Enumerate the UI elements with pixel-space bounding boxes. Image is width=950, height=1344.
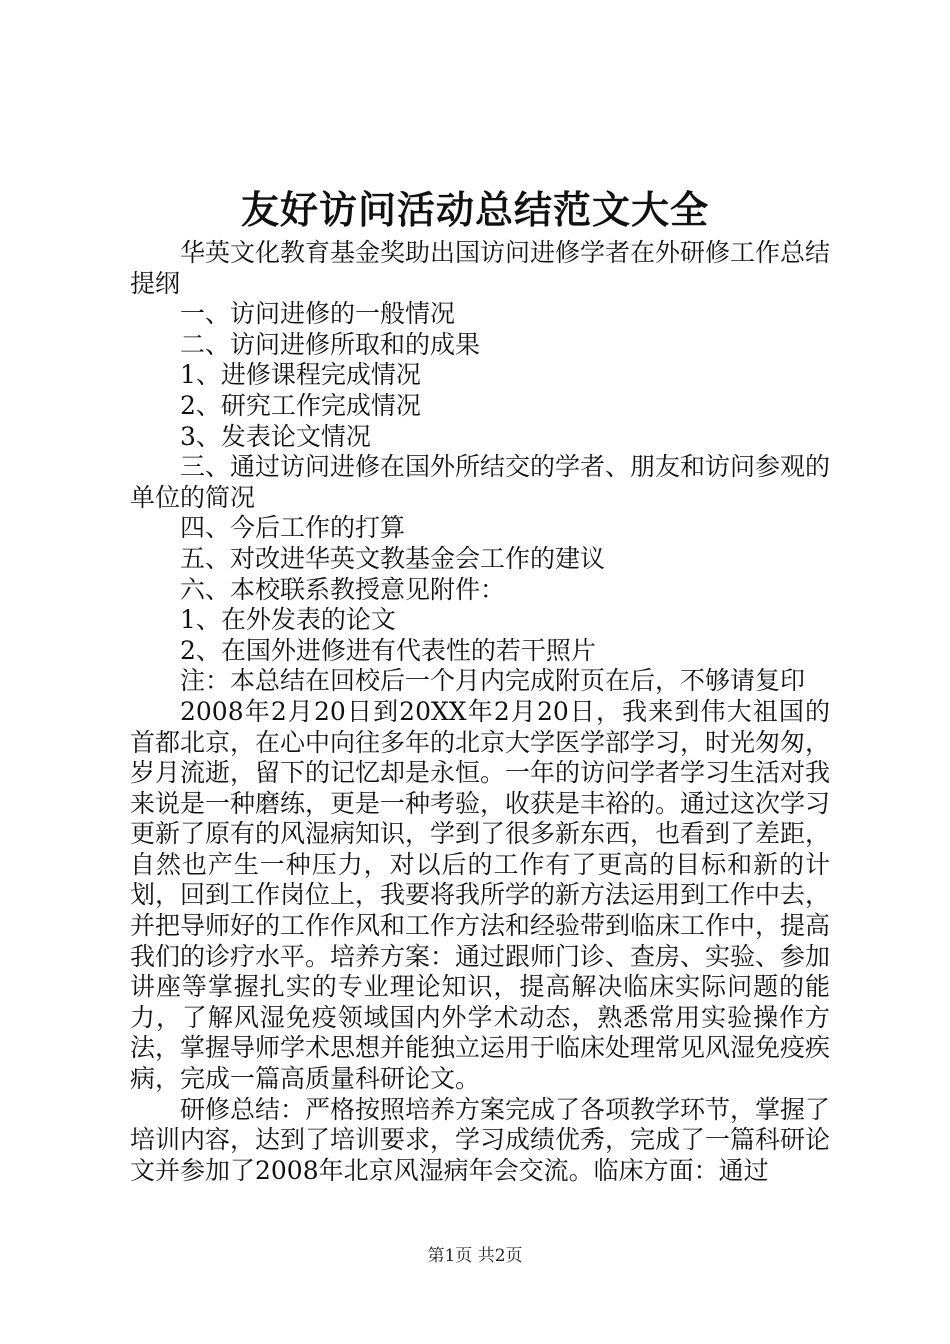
paragraph: 华英文化教育基金奖助出国访问进修学者在外研修工作总结提纲 [130, 238, 831, 298]
paragraph: 三、通过访问进修在国外所结交的学者、朋友和访问参观的单位的简况 [130, 452, 831, 512]
paragraph: 1、进修课程完成情况 [180, 360, 421, 390]
paragraph: 2008年2月20日到20XX年2月20日，我来到伟大祖国的首都北京，在心中向往多年的北京大学医学部学习，时光匆匆，岁月流逝，留下的记忆却是永恒。一年的访问学者学习生活对我来说是一种磨练，更是一种考验，收获是丰裕的。通过这次学习更新了原有的风湿病知识，学到了很多新东西，也看到了差距，自然也产生一种压力，对以后的工作有了更高的目标和新的计划，回到工作岗位上，我要将我所学的新方法运用到工作中去，并把导师好的工作作风和工作方法和经验带到临床工作中，提高我们的诊疗水平。培养方案：通过跟师门诊、查房、实验、参加讲座等掌握扎实的专业理论知识，提高解决临床实际问题的能力，了解风湿免疫领域国内外学术动态，熟悉常用实验操作方法，掌握导师学术思想并能独立运用于临床处理常见风湿免疫疾病，完成一篇高质量科研论文。 [130, 696, 831, 1094]
paragraph: 二、访问进修所取和的成果 [180, 329, 481, 359]
paragraph: 研修总结：严格按照培养方案完成了各项教学环节，掌握了培训内容，达到了培训要求，学习成绩优秀，完成了一篇科研论文并参加了2008年北京风湿病年会交流。临床方面：通过 [130, 1094, 831, 1185]
paragraph: 2、在国外进修进有代表性的若干照片 [180, 635, 596, 665]
paragraph: 1、在外发表的论文 [180, 605, 396, 635]
paragraph: 3、发表论文情况 [180, 421, 371, 451]
paragraph: 一、访问进修的一般情况 [180, 299, 456, 329]
paragraph: 五、对改进华英文教基金会工作的建议 [180, 543, 606, 573]
paragraph: 注：本总结在回校后一个月内完成附页在后，不够请复印 [180, 666, 806, 696]
paragraph: 六、本校联系教授意见附件： [180, 574, 506, 604]
paragraph: 2、研究工作完成情况 [180, 390, 421, 420]
document-body [130, 238, 830, 1186]
document-title: 友好访问活动总结范文大全 [240, 187, 709, 232]
page-footer: 第1页 共2页 [427, 1246, 523, 1266]
paragraph: 四、今后工作的打算 [180, 513, 406, 543]
